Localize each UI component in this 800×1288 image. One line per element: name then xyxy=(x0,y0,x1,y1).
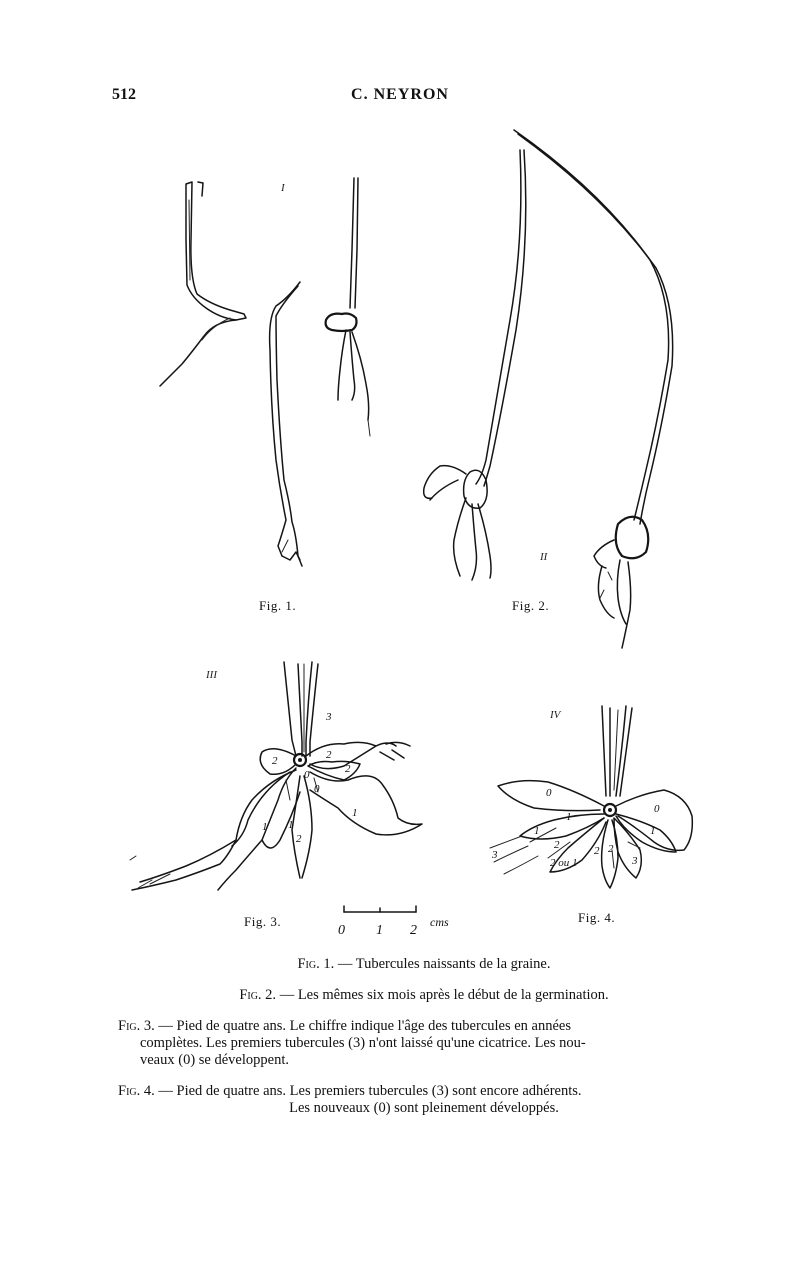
caption-fig3-line2: complètes. Les premiers tubercules (3) n'ont laissé qu'une cicatrice. Les nou- xyxy=(140,1035,586,1051)
fig2-seedling-b xyxy=(514,130,673,648)
caption-fig4-line1: — Pied de quatre ans. Les premiers tubercules (3) sont encore adhérents. xyxy=(158,1083,582,1099)
caption-fig2-label: Fig. 2. xyxy=(239,987,277,1003)
fig1-seedling-a xyxy=(160,182,246,386)
fig3-age-2c: 2 xyxy=(345,763,351,775)
fig1-drawing xyxy=(160,178,370,566)
fig4-drawing xyxy=(490,706,692,888)
caption-fig2-text: — Les mêmes six mois après le début de la germination. xyxy=(279,987,609,1003)
fig4-label: Fig. 4. xyxy=(578,910,616,925)
fig3-age-1b: 1 xyxy=(262,821,268,833)
fig2-seedling-a xyxy=(424,150,526,580)
fig1-label: Fig. 1. xyxy=(259,598,297,613)
fig3-age-2a: 2 xyxy=(272,755,278,767)
fig1-seedling-b xyxy=(270,282,302,566)
fig1-roman-label: I xyxy=(281,182,285,194)
caption-fig4-line2: Les nouveaux (0) sont pleinement développés. xyxy=(289,1100,559,1116)
fig3-age-numbers xyxy=(262,711,358,845)
caption-fig4-label: Fig. 4. xyxy=(118,1083,155,1099)
fig3-age-0b: 0 xyxy=(314,783,320,795)
caption-fig1-text: — Tubercules naissants de la graine. xyxy=(337,956,551,972)
fig4-age-2-ou-1: 2 ou 1 xyxy=(550,857,578,869)
fig4-age-2b: 2 xyxy=(594,845,600,857)
figure-captions xyxy=(118,956,730,1131)
fig3-age-2d: 2 xyxy=(296,833,302,845)
fig3-label: Fig. 3. xyxy=(244,914,282,929)
fig4-age-2c: 2 xyxy=(608,843,614,855)
fig4-age-0b: 0 xyxy=(654,803,660,815)
scale-bar xyxy=(338,906,449,938)
fig2-label: Fig. 2. xyxy=(512,598,550,613)
caption-fig1 xyxy=(118,956,730,973)
fig2-roman-label: II xyxy=(540,551,548,563)
caption-fig3 xyxy=(118,1018,730,1069)
page-number: 512 xyxy=(112,86,136,103)
fig3-age-1c: 1 xyxy=(288,819,294,831)
scale-tick-0: 0 xyxy=(338,923,345,938)
fig4-age-2a: 2 xyxy=(554,839,560,851)
fig4-age-1b: 1 xyxy=(534,825,540,837)
fig4-age-1c: 1 xyxy=(650,825,656,837)
fig4-age-1a: 1 xyxy=(566,811,572,823)
fig3-drawing xyxy=(130,662,422,890)
caption-fig3-label: Fig. 3. xyxy=(118,1018,155,1034)
scale-unit: cms xyxy=(430,915,449,929)
fig4-age-0a: 0 xyxy=(546,787,552,799)
fig3-roman-label: III xyxy=(206,669,217,681)
fig4-age-3a: 3 xyxy=(492,849,498,861)
caption-fig3-line1: — Pied de quatre ans. Le chiffre indique l'âge des tubercules en années xyxy=(158,1018,571,1034)
running-head: C. NEYRON xyxy=(351,86,449,103)
fig4-age-3b: 3 xyxy=(632,855,638,867)
fig1-seedling-c xyxy=(326,178,370,436)
fig4-roman-label: IV xyxy=(550,709,561,721)
caption-fig1-label: Fig. 1. xyxy=(297,956,335,972)
caption-fig3-line3: veaux (0) se développent. xyxy=(140,1052,289,1068)
fig2-drawing xyxy=(424,130,673,648)
fig3-age-1a: 1 xyxy=(352,807,358,819)
fig3-age-2b: 2 xyxy=(326,749,332,761)
caption-fig4 xyxy=(118,1083,730,1117)
fig3-age-0a: 0 xyxy=(304,769,310,781)
fig3-age-3: 3 xyxy=(326,711,332,723)
scale-tick-1: 1 xyxy=(376,923,383,938)
caption-fig2 xyxy=(118,987,730,1004)
scale-tick-2: 2 xyxy=(410,923,417,938)
